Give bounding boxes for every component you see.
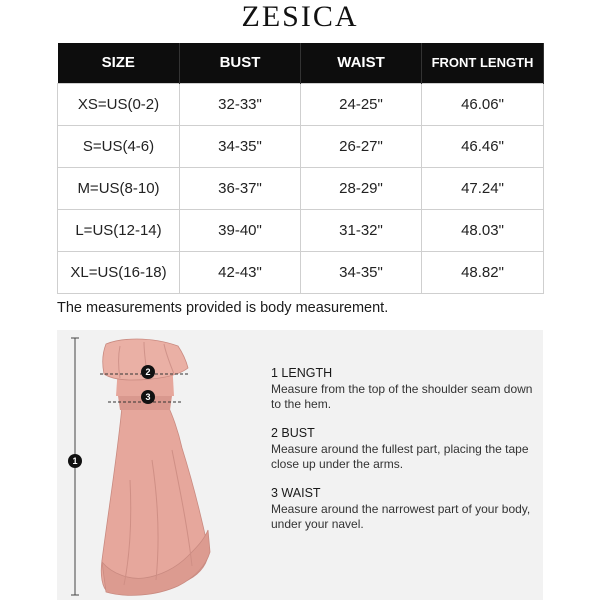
cell-waist: 26-27" — [301, 125, 422, 167]
bust-marker-badge: 2 — [141, 365, 155, 379]
cell-front-length: 46.06" — [422, 83, 544, 125]
cell-bust: 32-33" — [180, 83, 301, 125]
brand-logo: ZESICA — [241, 0, 359, 33]
cell-bust: 34-35" — [180, 125, 301, 167]
cell-size: M=US(8-10) — [58, 167, 180, 209]
header-bust: BUST — [180, 43, 301, 83]
measurement-instructions — [271, 366, 541, 546]
cell-front-length: 48.82" — [422, 251, 544, 293]
cell-waist: 24-25" — [301, 83, 422, 125]
table-row — [58, 83, 544, 125]
cell-bust: 42-43" — [180, 251, 301, 293]
cell-size: XS=US(0-2) — [58, 83, 180, 125]
instruction-waist — [271, 486, 541, 532]
cell-waist: 28-29" — [301, 167, 422, 209]
cell-waist: 34-35" — [301, 251, 422, 293]
cell-bust: 36-37" — [180, 167, 301, 209]
cell-size: S=US(4-6) — [58, 125, 180, 167]
instruction-title: 3 WAIST — [271, 486, 321, 500]
measurement-note: The measurements provided is body measurement. — [57, 300, 389, 316]
cell-front-length: 46.46" — [422, 125, 544, 167]
size-chart-table — [57, 43, 544, 294]
instruction-bust — [271, 426, 541, 472]
instruction-title: 2 BUST — [271, 426, 315, 440]
header-front-length: FRONT LENGTH — [422, 43, 544, 83]
instruction-text: Measure around the fullest part, placing the tape close up under the arms. — [271, 442, 529, 471]
header-waist: WAIST — [301, 43, 422, 83]
cell-waist: 31-32" — [301, 209, 422, 251]
table-row — [58, 209, 544, 251]
cell-front-length: 47.24" — [422, 167, 544, 209]
cell-front-length: 48.03" — [422, 209, 544, 251]
waist-marker-badge: 3 — [141, 390, 155, 404]
table-row — [58, 125, 544, 167]
cell-bust: 39-40" — [180, 209, 301, 251]
table-row — [58, 167, 544, 209]
cell-size: XL=US(16-18) — [58, 251, 180, 293]
length-marker-badge: 1 — [68, 454, 82, 468]
instruction-title: 1 LENGTH — [271, 366, 333, 380]
instruction-text: Measure from the top of the shoulder seam down to the hem. — [271, 382, 533, 411]
instruction-length — [271, 366, 541, 412]
dress-illustration — [60, 330, 270, 600]
table-row — [58, 251, 544, 293]
instruction-text: Measure around the narrowest part of your body, under your navel. — [271, 502, 531, 531]
table-header-row — [58, 43, 544, 83]
header-size: SIZE — [58, 43, 180, 83]
cell-size: L=US(12-14) — [58, 209, 180, 251]
